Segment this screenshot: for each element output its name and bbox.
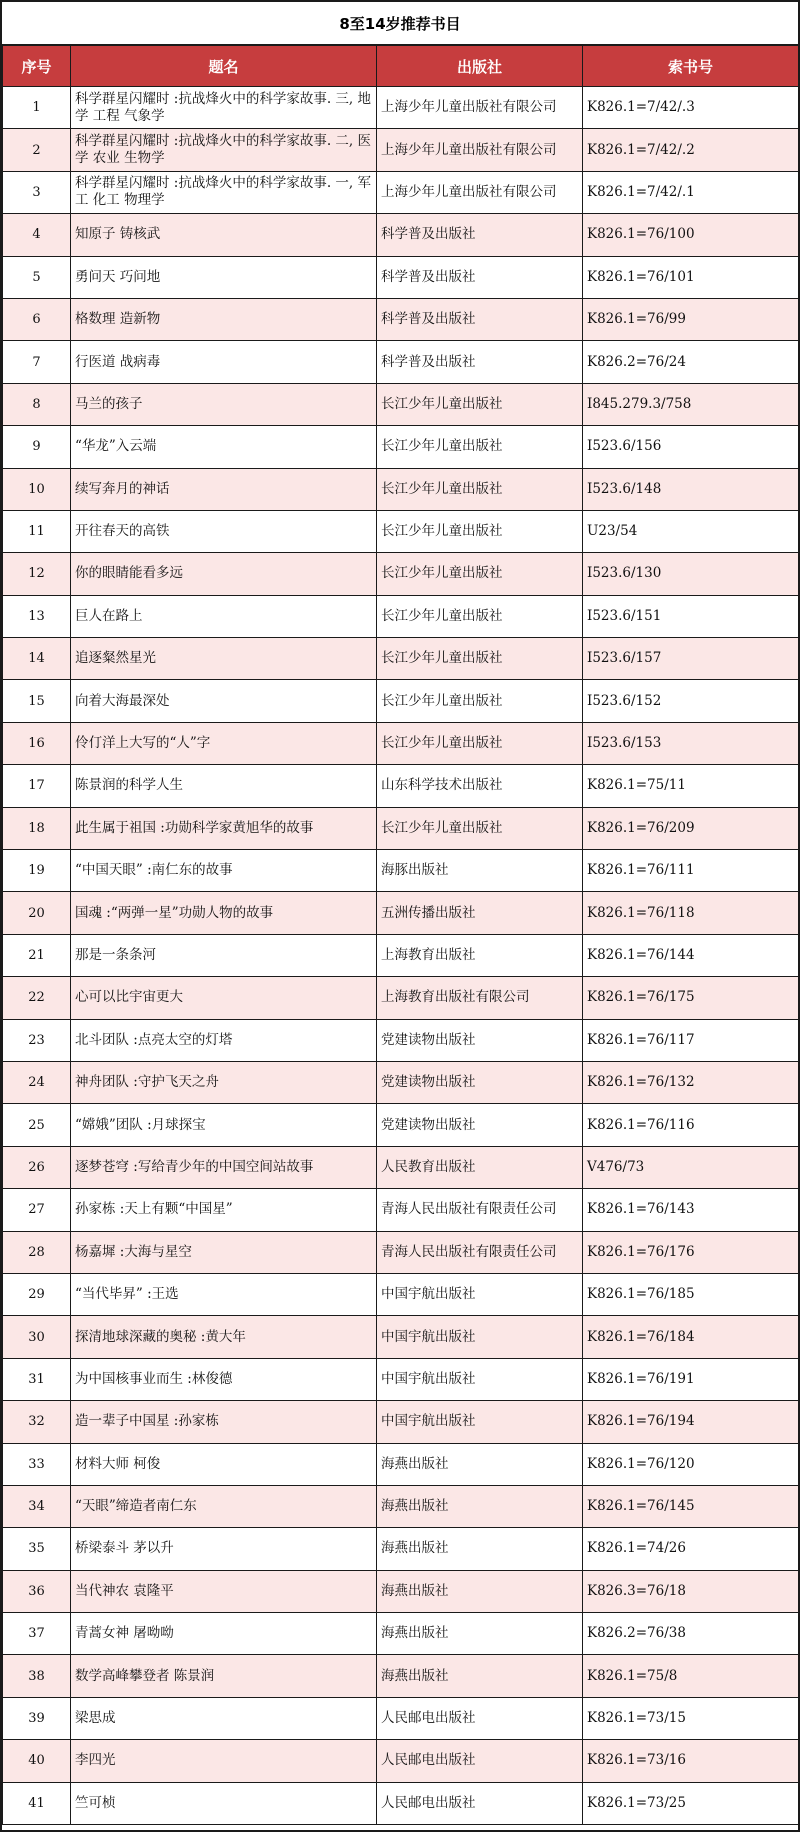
seq-cell: 26 [3, 1146, 71, 1188]
call-number-cell: K826.1=76/132 [583, 1061, 799, 1103]
publisher-cell: 海燕出版社 [377, 1485, 583, 1527]
seq-cell: 37 [3, 1613, 71, 1655]
seq-cell: 18 [3, 807, 71, 849]
title-cell: 桥梁泰斗 茅以升 [71, 1528, 377, 1570]
call-number-cell: K826.1=76/117 [583, 1019, 799, 1061]
publisher-cell: 人民邮电出版社 [377, 1697, 583, 1739]
call-number-cell: K826.1=75/8 [583, 1655, 799, 1697]
publisher-cell: 上海教育出版社 [377, 934, 583, 976]
call-number-cell: I523.6/148 [583, 468, 799, 510]
publisher-cell: 海豚出版社 [377, 850, 583, 892]
seq-cell: 31 [3, 1358, 71, 1400]
publisher-cell: 人民邮电出版社 [377, 1782, 583, 1824]
publisher-cell: 中国宇航出版社 [377, 1273, 583, 1315]
call-number-cell: I523.6/153 [583, 722, 799, 764]
header-name: 题名 [71, 46, 377, 87]
table-row [3, 722, 799, 764]
table-row [3, 1655, 799, 1697]
title-cell: 此生属于祖国 :功勋科学家黄旭华的故事 [71, 807, 377, 849]
seq-cell: 17 [3, 765, 71, 807]
call-number-cell: K826.1=73/16 [583, 1740, 799, 1782]
table-row [3, 680, 799, 722]
header-publisher: 出版社 [377, 46, 583, 87]
call-number-cell: K826.1=7/42/.3 [583, 87, 799, 129]
seq-cell: 27 [3, 1189, 71, 1231]
table-row [3, 1443, 799, 1485]
title-cell: 神舟团队 :守护飞天之舟 [71, 1061, 377, 1103]
publisher-cell: 中国宇航出版社 [377, 1358, 583, 1400]
publisher-cell: 青海人民出版社有限责任公司 [377, 1231, 583, 1273]
table-row [3, 1528, 799, 1570]
table-row [3, 765, 799, 807]
call-number-cell: I845.279.3/758 [583, 383, 799, 425]
table-row [3, 256, 799, 298]
seq-cell: 33 [3, 1443, 71, 1485]
title-cell: 孙家栋 :天上有颗“中国星” [71, 1189, 377, 1231]
title-cell: 格数理 造新物 [71, 298, 377, 340]
publisher-cell: 海燕出版社 [377, 1655, 583, 1697]
title-cell: 青蒿女神 屠呦呦 [71, 1613, 377, 1655]
publisher-cell: 长江少年儿童出版社 [377, 595, 583, 637]
publisher-cell: 青海人民出版社有限责任公司 [377, 1189, 583, 1231]
table-row [3, 1189, 799, 1231]
publisher-cell: 海燕出版社 [377, 1613, 583, 1655]
seq-cell: 25 [3, 1104, 71, 1146]
title-cell: 向着大海最深处 [71, 680, 377, 722]
call-number-cell: I523.6/130 [583, 553, 799, 595]
call-number-cell: K826.3=76/18 [583, 1570, 799, 1612]
seq-cell: 2 [3, 129, 71, 171]
seq-cell: 29 [3, 1273, 71, 1315]
publisher-cell: 人民教育出版社 [377, 1146, 583, 1188]
publisher-cell: 党建读物出版社 [377, 1019, 583, 1061]
header-call-number: 索书号 [583, 46, 799, 87]
table-row [3, 1358, 799, 1400]
seq-cell: 10 [3, 468, 71, 510]
publisher-cell: 山东科学技术出版社 [377, 765, 583, 807]
title-cell: 科学群星闪耀时 :抗战烽火中的科学家故事. 一, 军工 化工 物理学 [71, 171, 377, 213]
seq-cell: 30 [3, 1316, 71, 1358]
publisher-cell: 长江少年儿童出版社 [377, 383, 583, 425]
title-cell: 杨嘉墀 :大海与星空 [71, 1231, 377, 1273]
title-cell: 行医道 战病毒 [71, 341, 377, 383]
title-cell: 国魂 :“两弹一星”功勋人物的故事 [71, 892, 377, 934]
table-row [3, 892, 799, 934]
call-number-cell: K826.1=7/42/.1 [583, 171, 799, 213]
call-number-cell: K826.1=76/143 [583, 1189, 799, 1231]
publisher-cell: 五洲传播出版社 [377, 892, 583, 934]
seq-cell: 12 [3, 553, 71, 595]
call-number-cell: K826.1=75/11 [583, 765, 799, 807]
table-row [3, 1146, 799, 1188]
seq-cell: 24 [3, 1061, 71, 1103]
seq-cell: 38 [3, 1655, 71, 1697]
seq-cell: 21 [3, 934, 71, 976]
seq-cell: 14 [3, 638, 71, 680]
title-cell: 开往春天的高铁 [71, 510, 377, 552]
table-row [3, 850, 799, 892]
title-cell: 探清地球深藏的奥秘 :黄大年 [71, 1316, 377, 1358]
call-number-cell: V476/73 [583, 1146, 799, 1188]
publisher-cell: 长江少年儿童出版社 [377, 638, 583, 680]
seq-cell: 8 [3, 383, 71, 425]
table-row [3, 1316, 799, 1358]
call-number-cell: K826.1=73/25 [583, 1782, 799, 1824]
call-number-cell: K826.1=76/194 [583, 1401, 799, 1443]
table-row [3, 1019, 799, 1061]
table-row [3, 426, 799, 468]
publisher-cell: 上海少年儿童出版社有限公司 [377, 129, 583, 171]
table-row [3, 1782, 799, 1824]
table-row [3, 510, 799, 552]
table-row [3, 1697, 799, 1739]
call-number-cell: K826.2=76/38 [583, 1613, 799, 1655]
table-row [3, 1231, 799, 1273]
table-row [3, 129, 799, 171]
title-cell: “华龙”入云端 [71, 426, 377, 468]
seq-cell: 15 [3, 680, 71, 722]
title-cell: 巨人在路上 [71, 595, 377, 637]
call-number-cell: K826.1=76/99 [583, 298, 799, 340]
seq-cell: 9 [3, 426, 71, 468]
title-cell: 续写奔月的神话 [71, 468, 377, 510]
call-number-cell: K826.1=76/184 [583, 1316, 799, 1358]
seq-cell: 23 [3, 1019, 71, 1061]
publisher-cell: 中国宇航出版社 [377, 1316, 583, 1358]
seq-cell: 35 [3, 1528, 71, 1570]
table-row [3, 1401, 799, 1443]
publisher-cell: 长江少年儿童出版社 [377, 722, 583, 764]
title-cell: 伶仃洋上大写的“人”字 [71, 722, 377, 764]
seq-cell: 34 [3, 1485, 71, 1527]
title-cell: 李四光 [71, 1740, 377, 1782]
publisher-cell: 长江少年儿童出版社 [377, 553, 583, 595]
call-number-cell: I523.6/157 [583, 638, 799, 680]
call-number-cell: K826.1=76/111 [583, 850, 799, 892]
book-table [2, 45, 799, 1825]
publisher-cell: 海燕出版社 [377, 1528, 583, 1570]
seq-cell: 7 [3, 341, 71, 383]
publisher-cell: 科学普及出版社 [377, 341, 583, 383]
seq-cell: 36 [3, 1570, 71, 1612]
call-number-cell: K826.1=76/116 [583, 1104, 799, 1146]
publisher-cell: 科学普及出版社 [377, 256, 583, 298]
title-cell: “天眼”缔造者南仁东 [71, 1485, 377, 1527]
call-number-cell: I523.6/152 [583, 680, 799, 722]
title-cell: 当代神农 袁隆平 [71, 1570, 377, 1612]
title-cell: 科学群星闪耀时 :抗战烽火中的科学家故事. 二, 医学 农业 生物学 [71, 129, 377, 171]
title-cell: “当代毕昇” :王选 [71, 1273, 377, 1315]
table-row [3, 468, 799, 510]
publisher-cell: 长江少年儿童出版社 [377, 468, 583, 510]
publisher-cell: 长江少年儿童出版社 [377, 807, 583, 849]
title-cell: “中国天眼” :南仁东的故事 [71, 850, 377, 892]
header-seq: 序号 [3, 46, 71, 87]
call-number-cell: K826.1=76/101 [583, 256, 799, 298]
call-number-cell: K826.1=74/26 [583, 1528, 799, 1570]
publisher-cell: 上海少年儿童出版社有限公司 [377, 171, 583, 213]
publisher-cell: 科学普及出版社 [377, 298, 583, 340]
header-row [3, 46, 799, 87]
seq-cell: 11 [3, 510, 71, 552]
call-number-cell: I523.6/151 [583, 595, 799, 637]
title-cell: 梁思成 [71, 1697, 377, 1739]
seq-cell: 32 [3, 1401, 71, 1443]
title-cell: 知原子 铸核武 [71, 214, 377, 256]
title-cell: 数学高峰攀登者 陈景润 [71, 1655, 377, 1697]
table-row [3, 1104, 799, 1146]
title-cell: 为中国核事业而生 :林俊德 [71, 1358, 377, 1400]
title-cell: 陈景润的科学人生 [71, 765, 377, 807]
seq-cell: 28 [3, 1231, 71, 1273]
table-row [3, 298, 799, 340]
seq-cell: 40 [3, 1740, 71, 1782]
seq-cell: 16 [3, 722, 71, 764]
table-row [3, 595, 799, 637]
title-cell: 心可以比宇宙更大 [71, 977, 377, 1019]
publisher-cell: 人民邮电出版社 [377, 1740, 583, 1782]
title-cell: 马兰的孩子 [71, 383, 377, 425]
call-number-cell: I523.6/156 [583, 426, 799, 468]
call-number-cell: K826.1=76/145 [583, 1485, 799, 1527]
seq-cell: 1 [3, 87, 71, 129]
call-number-cell: K826.1=7/42/.2 [583, 129, 799, 171]
title-cell: 北斗团队 :点亮太空的灯塔 [71, 1019, 377, 1061]
seq-cell: 22 [3, 977, 71, 1019]
title-cell: 逐梦苍穹 :写给青少年的中国空间站故事 [71, 1146, 377, 1188]
title-cell: 勇问天 巧问地 [71, 256, 377, 298]
seq-cell: 4 [3, 214, 71, 256]
call-number-cell: K826.1=76/175 [583, 977, 799, 1019]
title-cell: 追逐粲然星光 [71, 638, 377, 680]
seq-cell: 39 [3, 1697, 71, 1739]
call-number-cell: K826.1=73/15 [583, 1697, 799, 1739]
title-cell: 材料大师 柯俊 [71, 1443, 377, 1485]
table-row [3, 341, 799, 383]
call-number-cell: K826.1=76/176 [583, 1231, 799, 1273]
table-row [3, 807, 799, 849]
table-row [3, 1061, 799, 1103]
seq-cell: 3 [3, 171, 71, 213]
list-title: 8至14岁推荐书目 [2, 2, 798, 46]
publisher-cell: 长江少年儿童出版社 [377, 426, 583, 468]
call-number-cell: K826.1=76/144 [583, 934, 799, 976]
call-number-cell: K826.1=76/120 [583, 1443, 799, 1485]
table-row [3, 1485, 799, 1527]
call-number-cell: K826.1=76/118 [583, 892, 799, 934]
table-row [3, 1273, 799, 1315]
title-cell: 你的眼睛能看多远 [71, 553, 377, 595]
table-row [3, 87, 799, 129]
seq-cell: 6 [3, 298, 71, 340]
table-row [3, 977, 799, 1019]
seq-cell: 19 [3, 850, 71, 892]
publisher-cell: 中国宇航出版社 [377, 1401, 583, 1443]
table-row [3, 934, 799, 976]
table-row [3, 553, 799, 595]
publisher-cell: 上海教育出版社有限公司 [377, 977, 583, 1019]
publisher-cell: 长江少年儿童出版社 [377, 680, 583, 722]
call-number-cell: K826.2=76/24 [583, 341, 799, 383]
call-number-cell: U23/54 [583, 510, 799, 552]
publisher-cell: 科学普及出版社 [377, 214, 583, 256]
seq-cell: 13 [3, 595, 71, 637]
call-number-cell: K826.1=76/185 [583, 1273, 799, 1315]
publisher-cell: 党建读物出版社 [377, 1061, 583, 1103]
call-number-cell: K826.1=76/209 [583, 807, 799, 849]
call-number-cell: K826.1=76/191 [583, 1358, 799, 1400]
table-row [3, 1570, 799, 1612]
title-cell: 那是一条条河 [71, 934, 377, 976]
publisher-cell: 上海少年儿童出版社有限公司 [377, 87, 583, 129]
title-cell: 科学群星闪耀时 :抗战烽火中的科学家故事. 三, 地学 工程 气象学 [71, 87, 377, 129]
publisher-cell: 海燕出版社 [377, 1443, 583, 1485]
seq-cell: 20 [3, 892, 71, 934]
title-cell: 竺可桢 [71, 1782, 377, 1824]
table-row [3, 1740, 799, 1782]
table-row [3, 214, 799, 256]
publisher-cell: 长江少年儿童出版社 [377, 510, 583, 552]
seq-cell: 5 [3, 256, 71, 298]
table-row [3, 638, 799, 680]
call-number-cell: K826.1=76/100 [583, 214, 799, 256]
table-row [3, 1613, 799, 1655]
title-cell: “嫦娥”团队 :月球探宝 [71, 1104, 377, 1146]
publisher-cell: 党建读物出版社 [377, 1104, 583, 1146]
title-cell: 造一辈子中国星 :孙家栋 [71, 1401, 377, 1443]
table-row [3, 383, 799, 425]
table-row [3, 171, 799, 213]
publisher-cell: 海燕出版社 [377, 1570, 583, 1612]
seq-cell: 41 [3, 1782, 71, 1824]
